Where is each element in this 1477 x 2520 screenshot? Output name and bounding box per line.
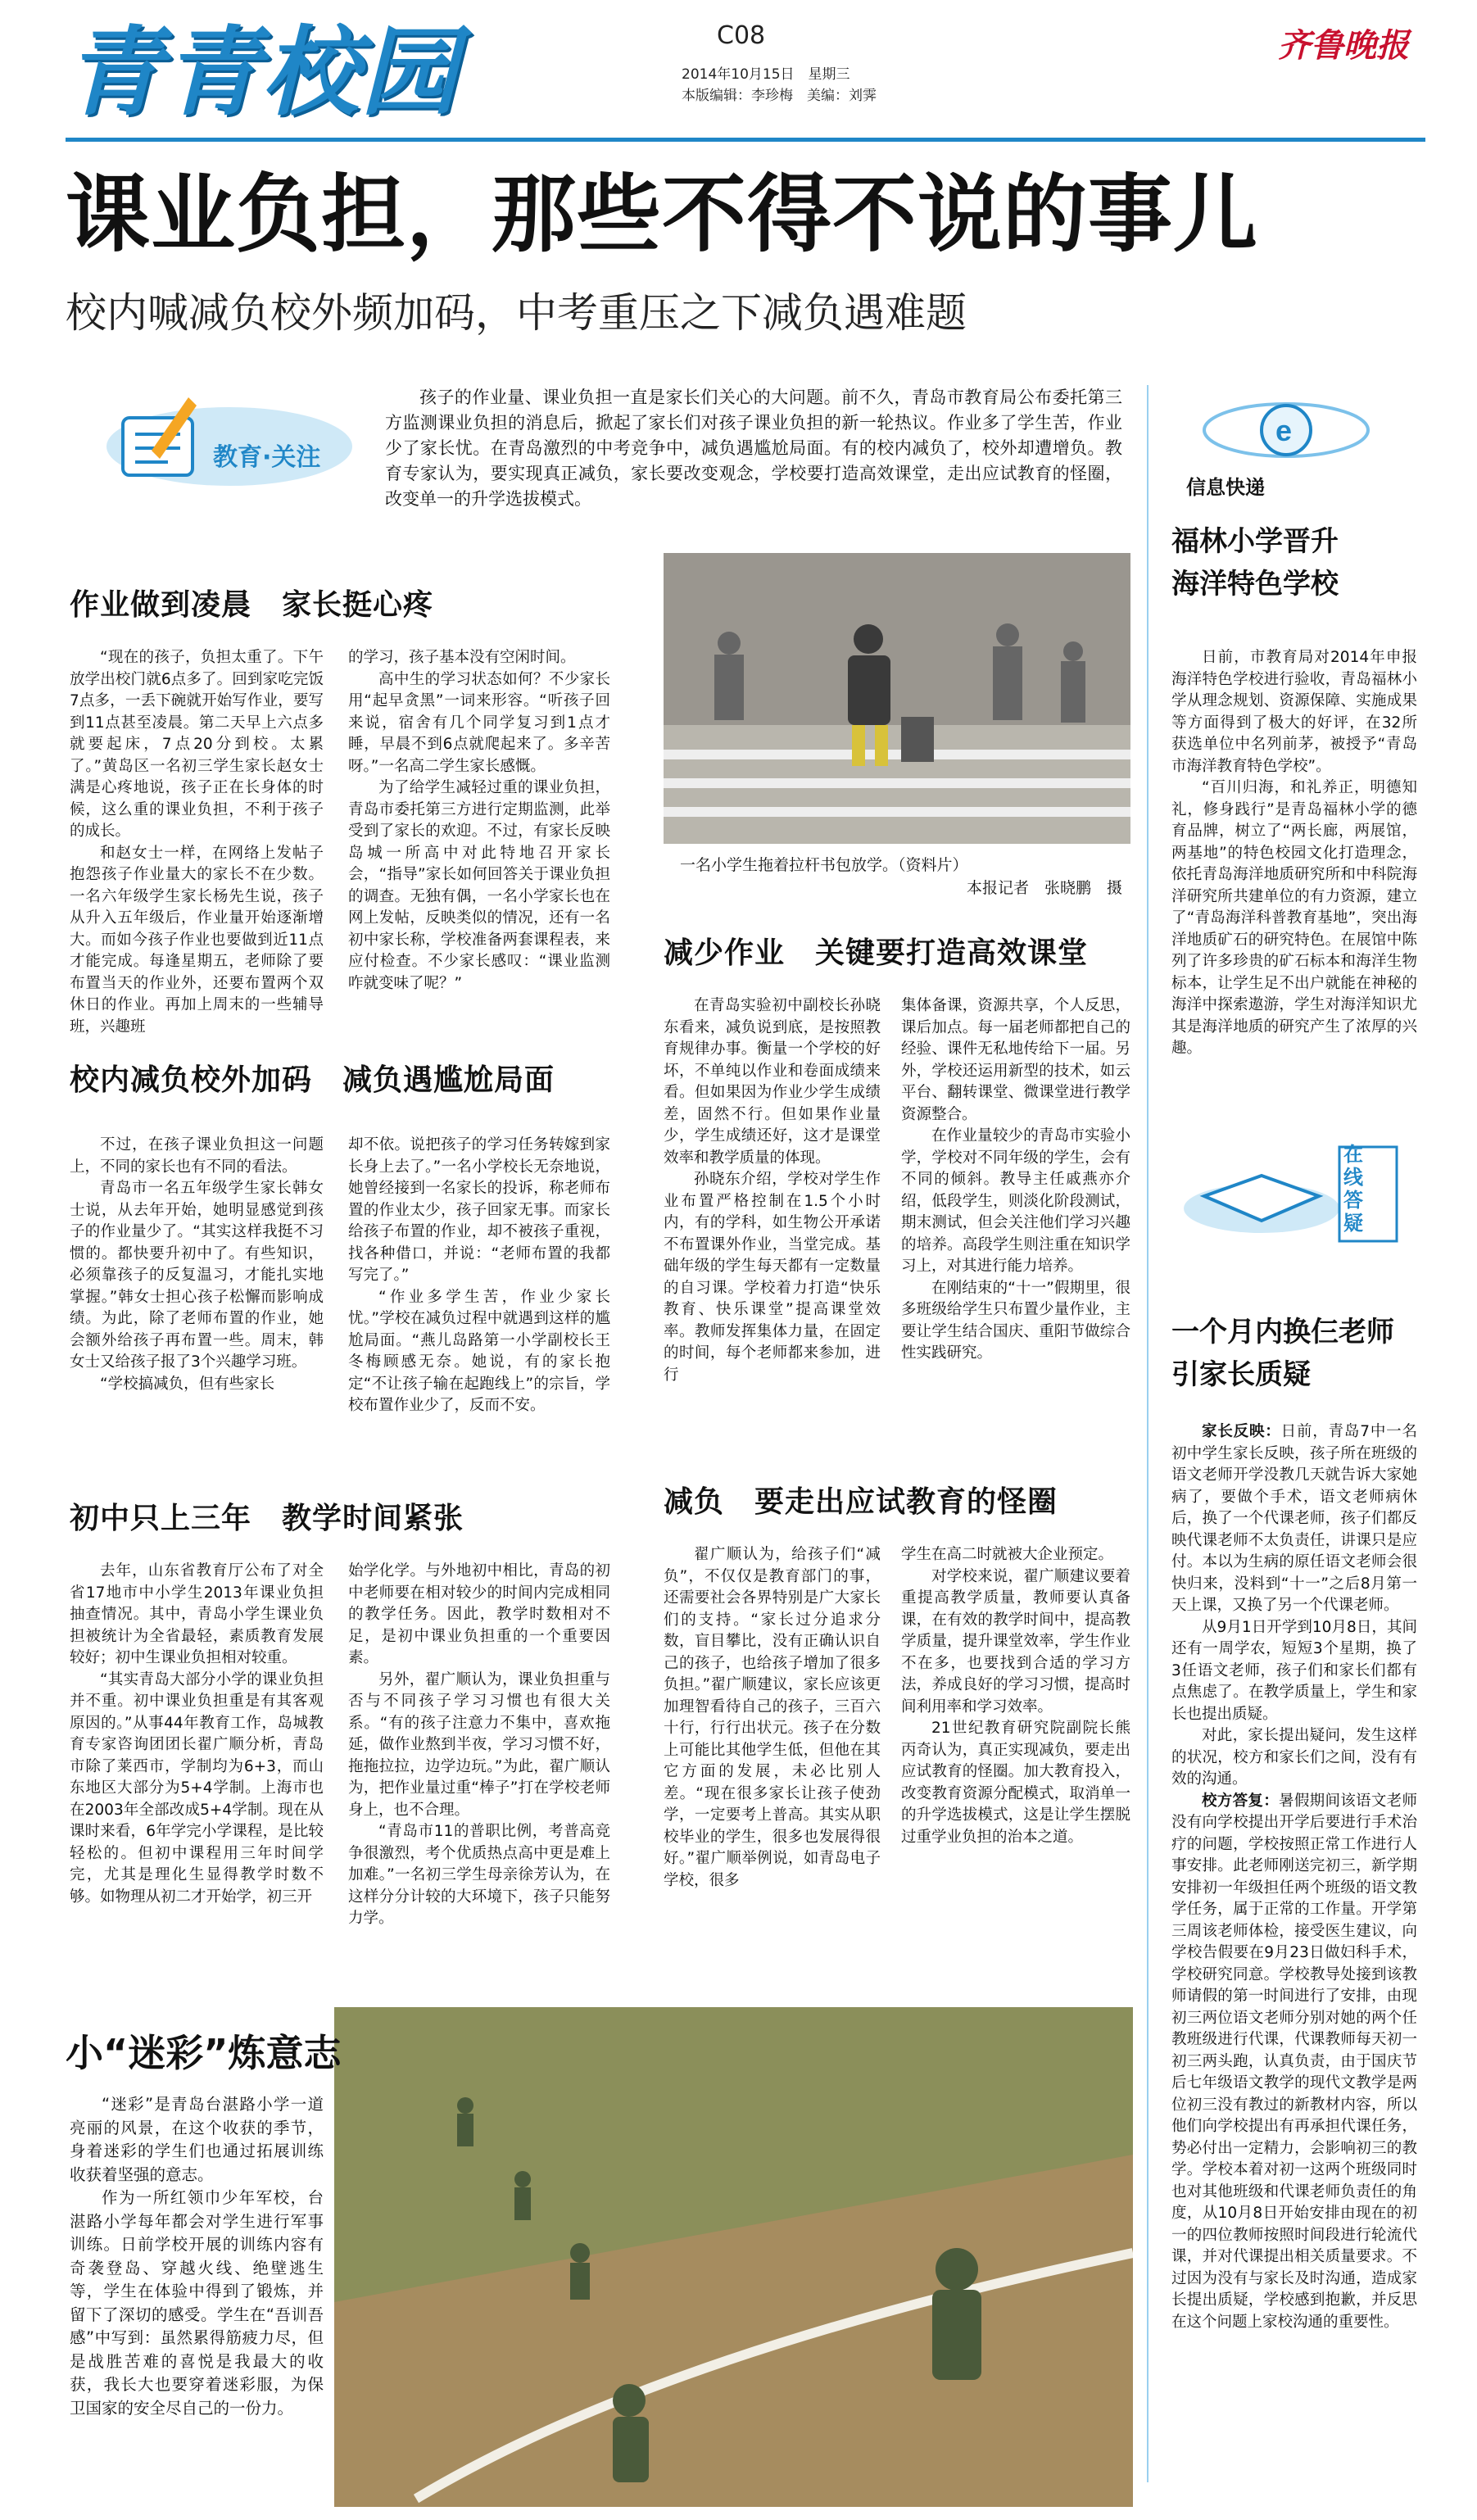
paragraph: 对此，家长提出疑问，发生这样的状况，校方和家长们之间，没有有效的沟通。 — [1171, 1727, 1417, 1788]
section-5-col-a — [664, 1544, 881, 1892]
section-3-col-a — [70, 1561, 324, 1908]
paragraph: 学生在高二时就被大企业预定。 — [901, 1546, 1114, 1563]
paragraph: 在作业量较少的青岛市实验小学，学校对不同年级的学生，会有不同的倾斜。教导主任戚燕亦介绍，低段学生，则淡化阶段测试，期末测试，但会关注他们学习兴趣的培养。高段学生则注重在知识学习上，对其进行能力培养。 — [901, 1127, 1130, 1275]
paragraph: 集体备课，资源共享，个人反思，课后加点。每一届老师都把自己的经验、课件无私地传给下一届。另外，学校还运用新型的技术，如云平台、翻转课堂、微课堂进行教学资源整合。 — [901, 997, 1130, 1123]
photo-student-backpack — [664, 553, 1130, 844]
paragraph: “现在的孩子，负担太重了。下午放学出校门就6点多了。回到家吃完饭7点多，一丢下碗就开始写作业，要写到11点甚至凌晨。第二天早上六点多就要起床，7点20分到校。太累了。”黄岛区一名初三学生家长赵女士满是心疼地说，孩子正在长身体的时候，这么重的课业负担，不利于孩子的成长。 — [70, 649, 324, 840]
newspaper-logo: 齐鲁晚报 — [1278, 26, 1409, 65]
paragraph: 21世纪教育研究院副院长熊丙奇认为，真正实现减负，要走出应试教育的怪圈。加大教育投入，改变教育资源分配模式，取消单一的升学选拔模式，这是让学生摆脱过重学业负担的治本之道。 — [901, 1720, 1130, 1846]
paragraph: “迷彩”是青岛台湛路小学一道亮丽的风景，在这个收获的季节，身着迷彩的学生们也通过拓展训练收获着坚强的意志。 — [70, 2095, 324, 2184]
subheadline: 校内喊减负校外频加码，中考重压之下减负遇难题 — [66, 289, 967, 337]
paragraph: 另外，翟广顺认为，课业负担重与否与不同孩子学习习惯也有很大关系。“有的孩子注意力不集中，喜欢拖延，做作业熬到半夜，学习习惯不好，拖拖拉拉，边学边玩。”为此，翟广顺认为，把作业量过重“棒子”打在学校老师身上，也不合理。 — [348, 1670, 610, 1819]
section-2-title: 校内减负校外加码 减负遇尴尬局面 — [70, 1063, 555, 1097]
paragraph: 日前，市教育局对2014年申报海洋特色学校进行验收，青岛福林小学从理念规划、资源保障、实施成果等方面得到了极大的好评，在32所获选单位中名列前茅，被授予“青岛市海洋教育特色学校”。 — [1171, 649, 1417, 775]
qa-answer-text: 暑假期间该语文老师没有向学校提出开学后要进行手术治疗的问题，学校按照正常工作进行人事安排。此老师刚送完初三，新学期安排初一年级担任两个班级的语文教学任务，属于正常的工作量。开学第三周该老师体检，接受医生建议，向学校告假要在9月23日做妇科手术，学校研究同意。学校教导处接到该教师请假的第一时间进行了安排，由现初三两位语文老师分别对她的两个任教班级进行代课，代课教师每天初一初三两头跑，认真负责，由于国庆节后七年级语文教学的现代文教学是两位初三没有教过的新教材内容，所以他们向学校提出有再承担代课任务，势必付出一定精力，会影响初三的教学。学校本着对初一这两个班级同时也对其他班级和代课老师负责任的角度，从10月8日开始安排由现在的初一的四位教师按照时间段进行轮流代课，并对代课提出相关质量要求。不过因为没有与家长及时沟通，造成家长提出质疑，学校感到抱歉，并反思在这个问题上家校沟通的重要性。 — [1171, 1792, 1417, 2331]
photo-illustration — [664, 553, 1130, 844]
paragraph: 孙晓东介绍，学校对学生作业布置严格控制在1.5个小时内，有的学科，如生物公开承诺不布置课外作业，当堂完成。基础年级的学生每天都有一定数量的自习课。学校着力打造“快乐教育、快乐课堂”提高课堂效率。教师发挥集体力量，在固定的时间，每个老师都来参加，进行 — [664, 1171, 881, 1384]
paragraph: “青岛市11的普职比例，考普高竞争很激烈，考个优质热点高中更是难上加难。”一名初三学生母亲徐芳认为，在这样分分计较的大环境下，孩子只能努力学。 — [348, 1823, 610, 1927]
section-6-title: 小“迷彩”炼意志 — [66, 2031, 342, 2075]
sidebar-news-title — [1171, 520, 1339, 605]
page-number: C08 — [717, 21, 766, 50]
training-photo-illustration — [334, 2007, 1133, 2507]
paragraph: “百川归海，和礼养正，明德知礼，修身践行”是青岛福林小学的德育品牌，树立了“两长廊，两展馆，两基地”的特色校园文化打造理念，依托青岛海洋地质研究所和中科院海洋研究所共建单位的有力资源，建立了“青岛海洋科普教育基地”，突出海洋地质矿石的研究特色。在展馆中陈列了许多珍贵的矿石标本和海洋生物标本，让学生足不出户就能在神秘的海洋中探索遨游，学生对海洋知识尤其是海洋地质的研究产生了浓厚的兴趣。 — [1171, 779, 1417, 1057]
section-1-title: 作业做到凌晨 家长挺心疼 — [70, 588, 434, 622]
section-1-col-b — [348, 647, 610, 995]
photo-camouflage-training — [334, 2007, 1133, 2507]
sidebar-qa-body — [1171, 1421, 1417, 2333]
paragraph: 青岛市一名五年级学生家长韩女士说，从去年开始，她明显感觉到孩子的作业量少了。“其实这样我挺不习惯的。都快要升初中了。有些知识，必须靠孩子的反复温习，才能扎实地掌握。”韩女士担心孩子松懈而影响成绩。为此，除了老师布置的作业，她会额外给孩子再布置一些。周末，韩女士又给孩子报了3个兴趣学习班。 — [70, 1180, 324, 1371]
paragraph: 去年，山东省教育厅公布了对全省17地市中小学生2013年课业负担抽查情况。其中，青岛小学生课业负担被统计为全省最轻，素质教育发展较好；初中生课业负担相对较重。 — [70, 1562, 324, 1666]
date-line: 2014年10月15日 星期三 — [682, 66, 850, 83]
qa-answer-label: 校方答复： — [1202, 1792, 1280, 1810]
paragraph: 始学化学。与外地初中相比，青岛的初中老师要在相对较少的时间内完成相同的教学任务。因此，教学时数相对不足，是初中课业负担重的一个重要因素。 — [348, 1562, 610, 1666]
paragraph: 从9月1日开学到10月8日，其间还有一周学农，短短3个星期，换了3任语文老师，孩子们和家长们都有点焦虑了。在教学质量上，学生和家长也提出质疑。 — [1171, 1618, 1417, 1723]
title-line: 海洋特色学校 — [1171, 568, 1339, 601]
paragraph: 却不依。说把孩子的学习任务转嫁到家长身上去了。”一名小学校长无奈地说，她曾经接到一名家长的投诉，称老师布置的作业太少，孩子回家无事。而家长给孩子布置的作业，却不被孩子重视，找各种借口，并说：“老师布置的我都写完了。” — [348, 1136, 610, 1284]
paragraph: 在青岛实验初中副校长孙晓东看来，减负说到底，是按照教育规律办事。衡量一个学校的好坏，不单纯以作业和卷面成绩来看。但如果因为作业少学生成绩差，固然不行。但如果作业量少，学生成绩还好，这才是课堂效率和教学质量的体现。 — [664, 997, 881, 1167]
paragraph — [1171, 1421, 1417, 1617]
paragraph — [1171, 1791, 1417, 2334]
paragraph: 作为一所红领巾少年军校，台湛路小学每年都会对学生进行军事训练。日前学校开展的训练内容有奇袭登岛、穿越火线、绝壁逃生等，学生在体验中得到了锻炼，并留下了深切的感受。学生在“吾训吾感”中写到：虽然累得筋疲力尽，但是战胜苦难的喜悦是我最大的收获，我长大也要穿着迷彩服，为保卫国家的安全尽自己的一份力。 — [70, 2188, 324, 2418]
badge-label: 教育·关注 — [213, 443, 321, 472]
paragraph: 对学校来说，翟广顺建议要着重提高教学质量，教师要认真备课，在有效的教学时间中，提高教学质量，提升课堂效率，学生作业不在多，也要找到合适的学习方法，养成良好的学习习惯，提高时间利用率和学习效率。 — [901, 1567, 1130, 1716]
section-4-col-a — [664, 995, 881, 1386]
section-2-col-b — [348, 1135, 610, 1417]
title-line: 引家长质疑 — [1171, 1358, 1311, 1391]
sidebar-news-body — [1171, 647, 1417, 1060]
paragraph: 在刚结束的“十一”假期里，很多班级给学生只布置少量作业，主要让学生结合国庆、重阳节做综合性实践研究。 — [901, 1279, 1130, 1362]
news-express-label: 信息快递 — [1186, 476, 1265, 499]
paragraph: “学校搞减负，但有些家长 — [100, 1375, 275, 1393]
online-qa-icon — [1171, 1131, 1417, 1253]
photo-1-caption — [680, 854, 1122, 900]
paragraph: “其实青岛大部分小学的课业负担并不重。初中课业负担重是有其客观原因的。”从事44年教育工作，岛城教育专家咨询团团长翟广顺分析，青岛市除了莱西市，学制均为6+3，而山东地区大部分为5+4学制。上海市也在2003年全部改成5+4学制。现在从课时来看，6年学完小学课程，是比较轻松的。但初中课程用三年时间学完，尤其是理化生显得教学时数不够。如物理从初二才开始学，初三开 — [70, 1670, 324, 1906]
paragraph: 高中生的学习状态如何？不少家长用“起早贪黑”一词来形容。“听孩子回来说，宿舍有几个同学复习到1点才睡，早晨不到6点就爬起来了。多辛苦呀。”一名高二学生家长感慨。 — [348, 670, 610, 775]
section-5-col-b — [901, 1544, 1130, 1848]
sidebar-divider — [1147, 385, 1149, 2482]
news-express-icon — [1180, 385, 1376, 475]
svg-text:e: e — [1275, 414, 1293, 447]
section-4-col-b — [901, 995, 1130, 1365]
qa-question-label: 家长反映： — [1202, 1423, 1281, 1440]
photo-credit: 本报记者 张晓鹏 摄 — [966, 879, 1122, 897]
masthead-title: 青青校园 — [66, 16, 460, 129]
section-3-title: 初中只上三年 教学时间紧张 — [70, 1502, 464, 1535]
masthead-divider — [66, 138, 1425, 142]
section-6-body — [70, 2093, 324, 2420]
masthead-meta — [682, 64, 877, 107]
section-4-title: 减少作业 关键要打造高效课堂 — [664, 936, 1089, 970]
section-3-col-b — [348, 1561, 610, 1930]
paragraph: 和赵女士一样，在网络上发帖子抱怨孩子作业量大的家长不在少数。一名六年级学生家长杨先生说，孩子从升入五年级后，作业量开始逐渐增大。而如今孩子作业也要做到近11点才能完成。每逢星期五，老师除了要布置当天的作业外，还要布置两个双休日的作业。再加上周末的一些辅导班，兴趣班 — [70, 844, 324, 1036]
paragraph: “作业多学生苦，作业少家长忧。”学校在减负过程中就遇到这样的尴尬局面。“燕儿岛路第一小学副校长王冬梅顾感无奈。她说，有的家长抱定“不让孩子输在起跑线上”的宗旨，学校布置作业少了，反而不安。 — [348, 1288, 610, 1414]
paragraph: 的学习，孩子基本没有空闲时间。 — [348, 649, 576, 666]
section-2-col-a — [70, 1135, 324, 1395]
caption-text: 一名小学生拖着拉杆书包放学。（资料片） — [680, 856, 968, 874]
paragraph: 翟广顺认为，给孩子们“减负”，不仅仅是教育部门的事，还需要社会各界特别是广大家长们的支持。“家长过分追求分数，盲目攀比，没有正确认识自己的孩子，也给孩子增加了很多负担。”翟广顺建议，家长应该更加理智看待自己的孩子，三百六十行，行行出状元。孩子在分数上可能比其他学生低，但他在其它方面的发展，未必比别人差。“现在很多家长让孩子使劲学，一定要考上普高。其实从职校毕业的学生，很多也发展得很好。”翟广顺举例说，如青岛电子学校，很多 — [664, 1546, 881, 1889]
headline: 课业负担，那些不得不说的事儿 — [66, 165, 1258, 264]
online-qa-label: 在线答疑 — [1343, 1143, 1363, 1235]
paragraph: 为了给学生减轻过重的课业负担，青岛市委托第三方进行定期监测，此举受到了家长的欢迎。不过，有家长反映岛城一所高中对此特地召开家长会，“指导”家长如何回答关于课业负担的调查。无独有偶，一名小学家长也在网上发帖，反映类似的情况，还有一名初中家长称，学校准备两套课程表，来应付检查。不少家长感叹：“课业监测咋就变味了呢？” — [348, 779, 610, 992]
title-line: 一个月内换仨老师 — [1171, 1316, 1394, 1348]
qa-question-text: 日前，青岛7中一名初中学生家长反映，孩子所在班级的语文老师开学没教几天就告诉大家她病了，要做个手术，语文老师病休后，换了一个代课老师，孩子们都反映代课老师不太负责任，讲课只是应付。本以为生病的原任语文老师会很快归来，没料到“十一”之后8月第一天上课，又换了另一个代课老师。 — [1171, 1423, 1417, 1614]
sidebar-qa-title — [1171, 1311, 1394, 1396]
section-5-title: 减负 要走出应试教育的怪圈 — [664, 1485, 1058, 1519]
paragraph: 不过，在孩子课业负担这一问题上，不同的家长也有不同的看法。 — [70, 1136, 324, 1176]
section-1-col-a — [70, 647, 324, 1038]
editor-line: 本版编辑：李珍梅 美编：刘霁 — [682, 88, 877, 104]
title-line: 福林小学晋升 — [1171, 525, 1339, 558]
lead-paragraph: 孩子的作业量、课业负担一直是家长们关心的大问题。前不久，青岛市教育局公布委托第三方监测课业负担的消息后，掀起了家长们对孩子课业负担的新一轮热议。作业多了学生苦，作业少了家长忧。在青岛激烈的中考竞争中，减负遇尴尬局面。有的校内减负了，校外却遭增负。教育专家认为，要实现真正减负，家长要改变观念，学校要打造高效课堂，走出应试教育的怪圈，改变单一的升学选拔模式。 — [385, 388, 1122, 509]
